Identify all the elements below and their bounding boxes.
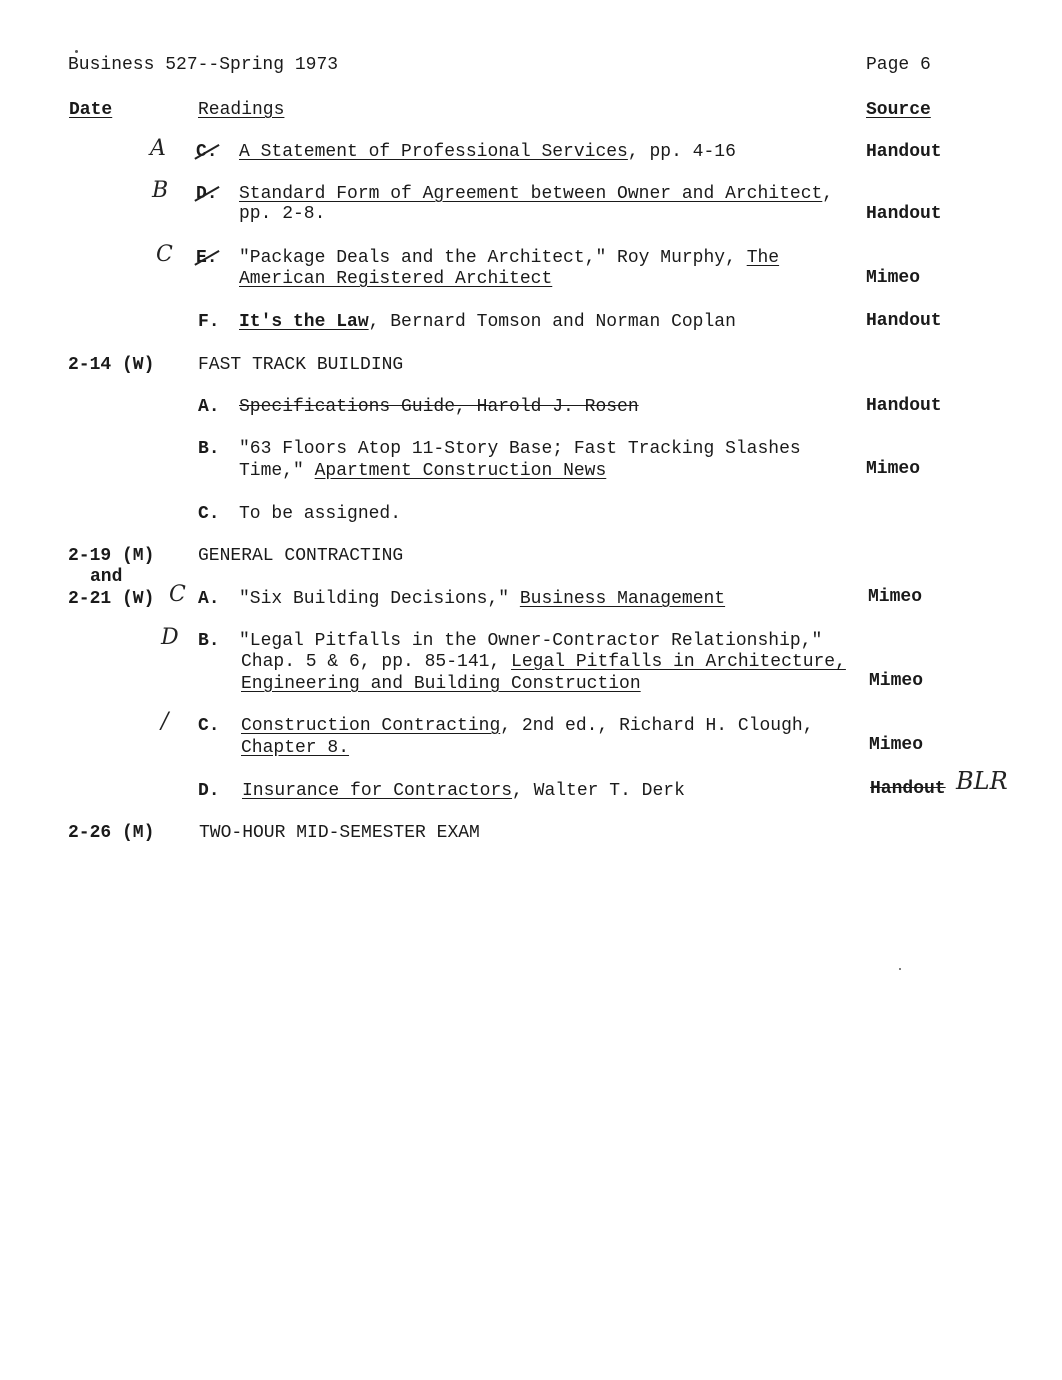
source-label: Mimeo [866,459,921,479]
source-label: Handout [866,204,942,224]
session-date: 2-19 (M) [68,546,155,566]
handwritten-mark: / [161,709,169,734]
item-letter: F. [198,312,220,332]
item-letter: B. [198,631,220,651]
item-letter: C. [198,716,220,736]
session-topic: FAST TRACK BUILDING [198,355,404,375]
item-letter: C. [198,504,220,524]
source-label: Handout [866,396,942,416]
page-number: Page 6 [866,55,931,75]
reading-citation-struck: Specifications Guide, Harold J. Rosen [239,397,639,417]
reading-citation-cont: American Registered Architect [239,269,553,289]
handwritten-mark: C [169,582,186,607]
item-letter: E. [196,248,218,268]
session-topic: TWO-HOUR MID-SEMESTER EXAM [199,823,480,843]
session-date: 2-26 (M) [68,823,155,843]
item-letter: A. [198,397,220,417]
item-letter: D. [198,781,220,801]
source-label: Mimeo [868,587,923,607]
reading-citation-cont: pp. 2-8. [239,204,326,224]
reading-citation-cont: Time," Apartment Construction News [239,461,607,481]
reading-citation: "63 Floors Atop 11-Story Base; Fast Tracking Slashes [239,439,801,459]
session-topic: GENERAL CONTRACTING [198,546,404,566]
course-header: Business 527--Spring 1973 [68,55,339,75]
scan-speck [75,50,78,53]
handwritten-mark: C [156,242,173,267]
reading-citation: Insurance for Contractors, Walter T. Derk [242,781,685,801]
column-heading-source: Source [866,100,931,120]
column-heading-readings: Readings [198,100,285,120]
item-letter: D. [196,184,218,204]
reading-citation: "Six Building Decisions," Business Management [239,589,726,609]
handwritten-mark: D [161,625,179,650]
handwritten-mark: B [152,178,169,203]
handwritten-source-note: BLR [956,767,1008,795]
item-letter: C. [196,142,218,162]
reading-citation: "Legal Pitfalls in the Owner-Contractor Relationship," [239,631,823,651]
reading-citation: It's the Law, Bernard Tomson and Norman Coplan [239,312,736,332]
session-date: 2-21 (W) [68,589,155,609]
item-letter: B. [198,439,220,459]
source-label-struck: Handout [870,779,946,799]
source-label: Handout [866,311,942,331]
source-label: Mimeo [869,735,924,755]
reading-citation: "Package Deals and the Architect," Roy Murphy, The [239,248,780,268]
reading-citation-cont: Chap. 5 & 6, pp. 85-141, Legal Pitfalls in Architecture, [241,652,846,672]
reading-citation: To be assigned. [239,504,402,524]
session-date-joiner: and [90,567,123,587]
reading-citation: Standard Form of Agreement between Owner and Architect, [239,184,834,204]
item-letter: A. [198,589,220,609]
scan-speck [899,968,901,970]
source-label: Handout [866,142,942,162]
session-date: 2-14 (W) [68,355,155,375]
reading-citation-cont: Engineering and Building Construction [241,674,641,694]
handwritten-mark: A [150,136,166,161]
source-label: Mimeo [866,268,921,288]
reading-citation-cont: Chapter 8. [241,738,350,758]
reading-citation: A Statement of Professional Services, pp. 4-16 [239,142,736,162]
column-heading-date: Date [69,100,113,120]
source-label: Mimeo [869,671,924,691]
reading-citation: Construction Contracting, 2nd ed., Richard H. Clough, [241,716,814,736]
